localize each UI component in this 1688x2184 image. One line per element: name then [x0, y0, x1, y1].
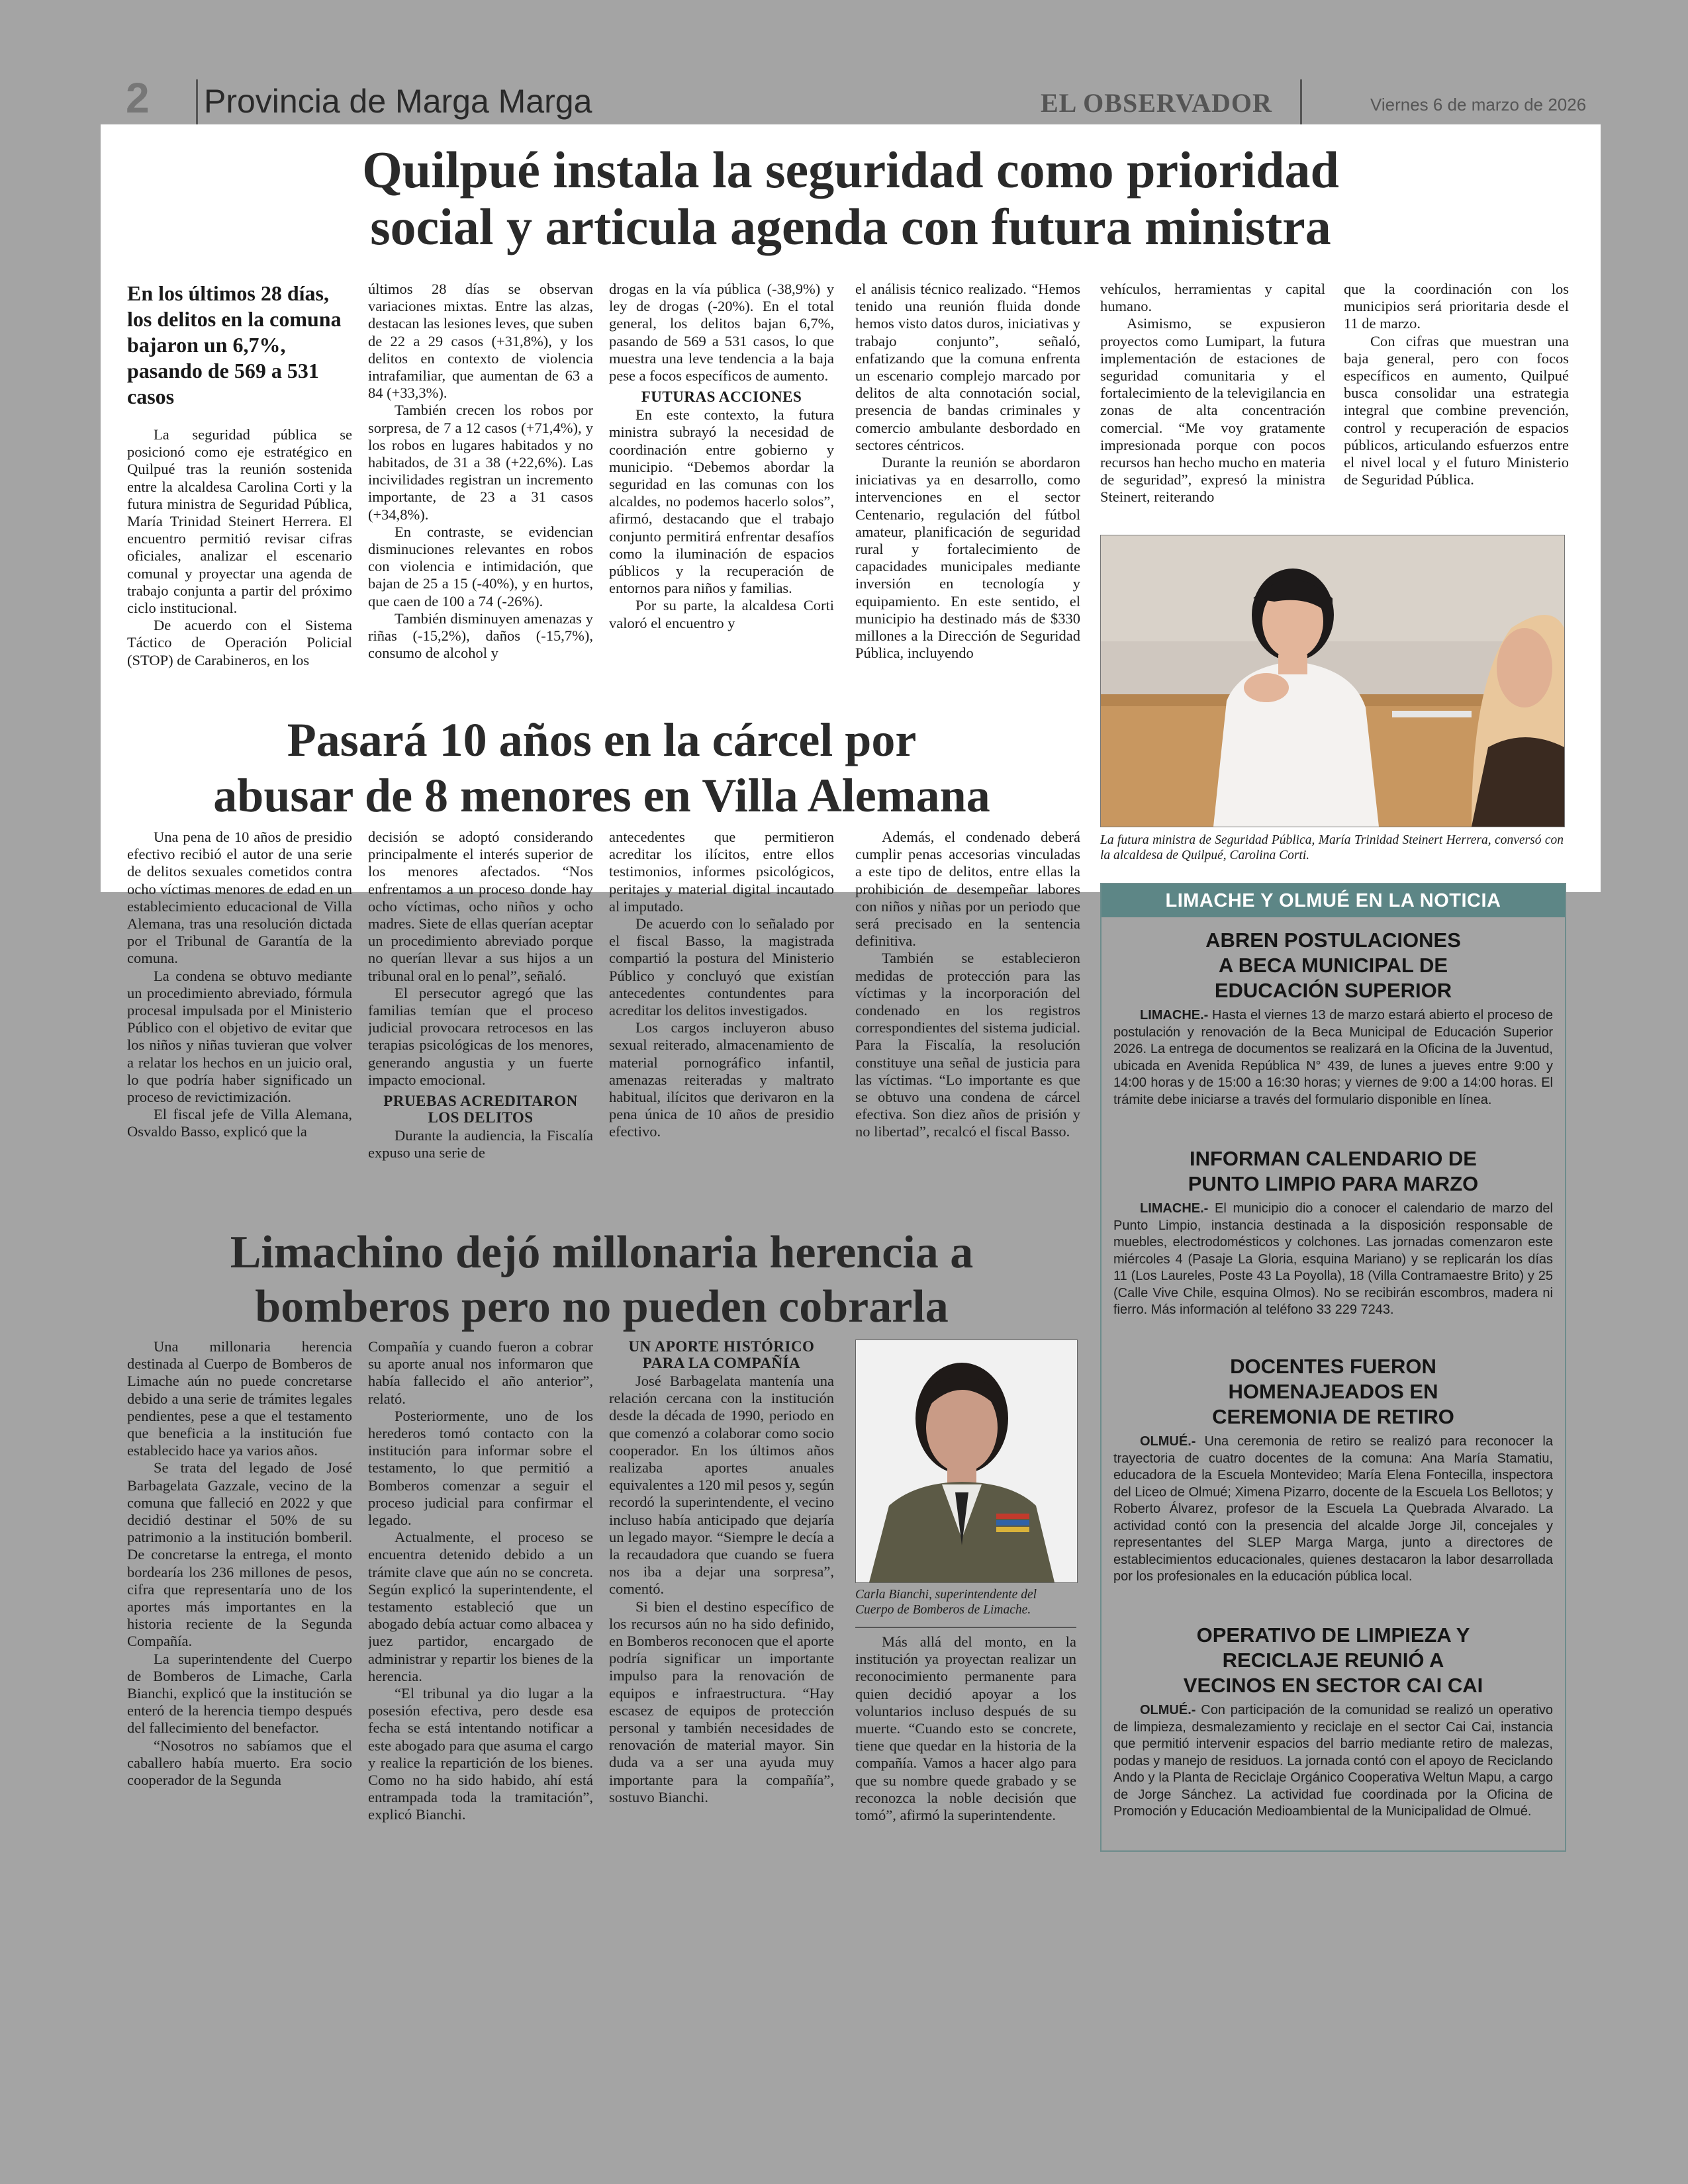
- sidebar-item: [1113, 1623, 1553, 1821]
- article3-paragraph: Compañía y cuando fueron a cobrar su aporte anual nos informaron que había fallecido el año anterior”, relató.: [368, 1338, 593, 1407]
- article1-column-3: [609, 281, 834, 704]
- article1-paragraph: En este contexto, la futura ministra subrayó la necesidad de coordinación entre gobierno y municipio. “Debemos abordar la seguridad en las comunas con los alcaldes, no podemos hacerlo solos”, afirmó, destacando que el trabajo conjunto permitirá enfrentar desafíos como la iluminación de espacios públicos y la recuperación de entornos para niños y familias.: [609, 406, 834, 597]
- article3-paragraph: Posteriormente, uno de los herederos tomó contacto con la institución para informar sobre el testamento, lo que permitió a Bomberos comenzar a seguir el proceso judicial para confirmar el legado.: [368, 1407, 593, 1529]
- sidebar-item-title-line2: A BECA MUNICIPAL DE: [1218, 954, 1448, 977]
- article2-column-1: [127, 829, 352, 1216]
- sidebar-item-title-line2: HOMENAJEADOS EN: [1228, 1380, 1438, 1403]
- article3-subhead: [609, 1338, 834, 1371]
- article1-paragraph: En contraste, se evidencian disminuciones relevantes en robos con violencia e intimidación, que bajan de 25 a 15 (-40%), y en hurtos, que caen de 100 a 74 (-26%).: [368, 523, 593, 610]
- article1-paragraph: También disminuyen amenazas y riñas (-15,2%), daños (-15,7%), consumo de alcohol y: [368, 610, 593, 662]
- article1-column-2: [368, 281, 593, 704]
- article1-paragraph: La seguridad pública se posicionó como eje estratégico en Quilpué tras la reunión sostenida entre la alcaldesa Carolina Corti y la futura ministra de Seguridad Pública, María Trinidad Steinert Herrera. El encuentro permitió revisar cifras oficiales, analizar el escenario comunal y proyectar una agenda de trabajo conjunta a partir del próximo ciclo institucional.: [127, 426, 352, 617]
- article2-paragraph: El fiscal jefe de Villa Alemana, Osvaldo Basso, explicó que la: [127, 1106, 352, 1140]
- article1-column-6: [1344, 281, 1569, 525]
- article3-headline: [122, 1226, 1082, 1334]
- article3-paragraph: Una millonaria herencia destinada al Cuerpo de Bomberos de Limache aún no puede concretarse debido a una serie de trámites legales pendientes, pese a que el testamento que beneficia a la institución fue establecido hace ya varios años.: [127, 1338, 352, 1459]
- article3-column-4: [855, 1633, 1076, 1852]
- article3-headline-line1: Limachino dejó millonaria herencia a: [230, 1227, 974, 1278]
- sidebar-banner: LIMACHE Y OLMUÉ EN LA NOTICIA: [1102, 884, 1565, 917]
- article2-paragraph: El persecutor agregó que las familias temían que el proceso judicial provocara retrocesos en las terapias psicológicas de los menores, generando angustia y un fuerte impacto emocional.: [368, 984, 593, 1088]
- article3-paragraph: Más allá del monto, en la institución ya proyectan realizar un reconocimiento permanente para quien decidió apoyar a los voluntarios incluso después de su muerte. “Cuando esto se concrete, tiene que quedar en la historia de la compañía. Vamos a hacer algo para que su nombre quede grabado y se reconozca la noble decisión que tomó”, afirmó la superintendente.: [855, 1633, 1076, 1824]
- sidebar-item-title-line1: INFORMAN CALENDARIO DE: [1190, 1147, 1477, 1170]
- article1-paragraph: que la coordinación con los municipios será prioritaria desde el 11 de marzo.: [1344, 281, 1569, 332]
- bianchi-portrait-photo: [855, 1340, 1078, 1583]
- article1-paragraph: vehículos, herramientas y capital humano.: [1100, 281, 1325, 315]
- masthead: EL OBSERVADOR: [1041, 88, 1272, 118]
- article2-headline: [122, 712, 1082, 823]
- article1-paragraph: el análisis técnico realizado. “Hemos tenido una reunión fluida donde hemos visto datos duros, iniciativas y trabajo conjunto”, señaló, enfatizando que la comuna enfrenta un escenario complejo marcado por delitos de alta connotación social, presencia de bandas criminales y comercio ambulante desbordado en sectores céntricos.: [855, 281, 1080, 453]
- article3-column-1: [127, 1338, 352, 1854]
- sidebar-item-title-line2: RECICLAJE REUNIÓ A: [1222, 1649, 1444, 1672]
- sidebar-item-title-line3: VECINOS EN SECTOR CAI CAI: [1183, 1674, 1483, 1697]
- article3-paragraph: José Barbagelata mantenía una relación cercana con la institución desde la década de 1990, periodo en que comenzó a colaborar como socio cooperador. En los últimos años realizaba aportes anuales equivalentes a 120 mil pesos y, según recordó la superintendente, el vecino incluso había anticipado que dejaría un legado mayor. “Siempre le decía a la recaudadora que cuando se fuera nos iba a dejar una sorpresa”, comentó.: [609, 1373, 834, 1598]
- sidebar-item: [1113, 928, 1553, 1109]
- article1-headline-line1: Quilpué instala la seguridad como prioridad: [362, 141, 1339, 199]
- article3-paragraph: “El tribunal ya dio lugar a la posesión efectiva, pero desde esa fecha se está intentando notificar a este abogado para que asuma el cargo y realice la repartición de los bienes. Como no ha sido habido, ahí está entrampada toda la tramitación”, explicó Bianchi.: [368, 1685, 593, 1823]
- article2-paragraph: Además, el condenado deberá cumplir penas accesorias vinculadas a este tipo de delitos, entre ellas la prohibición de desempeñar labores con niños y niñas por un periodo que será precisado en la sentencia definitiva.: [855, 829, 1080, 950]
- sidebar-item-title: [1113, 1623, 1553, 1698]
- article1-paragraph: También crecen los robos por sorpresa, de 7 a 12 casos (+71,4%), y los robos en lugares habitados y no habitados, de 31 a 38 (+22,6%). Las incivilidades registran un incremento importante, de 23 a 31 casos (+34,8%).: [368, 402, 593, 523]
- article2-headline-line1: Pasará 10 años en la cárcel por: [287, 713, 917, 766]
- sidebar-item-place: LIMACHE.-: [1140, 1008, 1209, 1023]
- sidebar-item-text: Con participación de la comunidad se realizó un operativo de limpieza, desmalezamiento y reciclaje en el sector Cai Cai, instancia que permitió intervenir espacios del barrio mediante retiro de malezas, podas y manejo de residuos. La jornada contó con el apoyo de Reciclando Ando y la Planta de Reciclaje Orgánico Cooperativa Weltun Mapu, a cargo de Jorge Sánchez. La actividad fue coordinada por la Oficina de Promoción y Educación Medioambiental de la Municipalidad de Olmué.: [1113, 1703, 1553, 1819]
- article3-paragraph: “Nosotros no sabíamos que el caballero había muerto. Era socio cooperador de la Segunda: [127, 1737, 352, 1789]
- article3-paragraph: La superintendente del Cuerpo de Bomberos de Limache, Carla Bianchi, explicó que la institución se enteró de la herencia tiempo después del fallecimiento del benefactor.: [127, 1650, 352, 1737]
- article1-paragraph: Con cifras que muestran una baja general, pero con focos específicos en aumento, Quilpué busca consolidar una estrategia integral que combine prevención, control y recuperación de espacios públicos, articulando esfuerzos entre el nivel local y el futuro Ministerio de Seguridad Pública.: [1344, 332, 1569, 488]
- section-title: Provincia de Marga Marga: [204, 83, 592, 120]
- header-divider-right: [1300, 79, 1302, 124]
- article1-column-5: [1100, 281, 1325, 525]
- article2-paragraph: De acuerdo con lo señalado por el fiscal Basso, la magistrada compartió la postura del Ministerio Público y concluyó que existían antecedentes contundentes para acreditar los delitos investigados.: [609, 915, 834, 1019]
- article3-paragraph: Se trata del legado de José Barbagelata Gazzale, vecino de la comuna que falleció en 2022 y que decidió destinar el 50% de su patrimonio a la institución bomberil. De concretarse la entrega, el monto bordearía los 236 millones de pesos, cifra que representaría uno de los aportes más importantes en la historia reciente de la Segunda Compañía.: [127, 1459, 352, 1650]
- article2-paragraph: La condena se obtuvo mediante un procedimiento abreviado, fórmula procesal impulsada por el Ministerio Público con el objetivo de evitar que los niños y niñas tuvieran que volver a relatar los hechos en un juicio oral, lo que podría haber significado un proceso de revictimización.: [127, 967, 352, 1106]
- sidebar-item-title-line2: PUNTO LIMPIO PARA MARZO: [1188, 1172, 1479, 1195]
- sidebar-item-text: El municipio dio a conocer el calendario de marzo del Punto Limpio, instancia destinada a la disposición responsable de muebles, electrodomésticos y colchones. Las jornadas comenzaron este miércoles 4 (Pasaje La Gloria, esquina Mariano) y se replicarán los días 11 (Los Laureles, Poste 43 La Poyolla), 18 (Villa Contramaestre Brito) y 25 (Calle Vive Chile, esquina Olmos). No se recibirán escombros, madera ni fierro. Más información al teléfono 33 229 7243.: [1113, 1201, 1553, 1317]
- article3-subhead-line1: UN APORTE HISTÓRICO: [628, 1338, 815, 1355]
- sidebar-item-title-line1: DOCENTES FUERON: [1230, 1355, 1436, 1378]
- article3-paragraph: Si bien el destino específico de los recursos aún no ha sido definido, en Bomberos reconocen que el aporte podría significar un importante impulso para la renovación de equipos e infraestructura. “Hay escasez de equipos de protección personal y también necesidades de renovación de material mayor. Sin duda va a ser una ayuda muy importante para la compañía”, sostuvo Bianchi.: [609, 1598, 834, 1805]
- article1-headline: [199, 142, 1503, 255]
- sidebar-item-title: [1113, 1146, 1553, 1197]
- meeting-photo-caption: La futura ministra de Seguridad Pública, María Trinidad Steinert Herrera, conversó con la alcaldesa de Quilpué, Carolina Corti.: [1100, 833, 1564, 862]
- article1-lead: En los últimos 28 días, los delitos en la comuna bajaron un 6,7%, pasando de 569 a 531 casos: [127, 281, 342, 408]
- article3-paragraph: Actualmente, el proceso se encuentra detenido debido a un trámite clave que aún no se concreta. Según explicó la superintendente, el testamento estableció que un abogado debía actuar como albacea y juez partidor, encargado de administrar y repartir los bienes de la herencia.: [368, 1529, 593, 1684]
- article2-column-3: [609, 829, 834, 1216]
- meeting-photo: [1100, 535, 1565, 827]
- article2-column-2: [368, 829, 593, 1216]
- article1-column-1: [127, 426, 352, 704]
- sidebar-item: [1113, 1354, 1553, 1586]
- article1-paragraph: drogas en la vía pública (-38,9%) y ley de drogas (-20%). En el total general, los delitos bajan 6,7%, pasando de 569 a 531 casos, lo que muestra una leve tendencia a la baja pese a focos específicos de aumento.: [609, 281, 834, 385]
- article1-paragraph: Durante la reunión se abordaron iniciativas ya en desarrollo, como intervenciones en el sector Centenario, regulación del fútbol amateur, planificación de seguridad rural y fortalecimiento de capacidades municipales mediante inversión en tecnología y equipamiento. En este sentido, el municipio ha destinado más de $330 millones a la Dirección de Seguridad Pública, incluyendo: [855, 454, 1080, 662]
- sidebar-item: [1113, 1146, 1553, 1319]
- article1-paragraph: Asimismo, se expusieron proyectos como Lumipart, la futura implementación de estaciones de seguridad comunitaria y el fortalecimiento de la televigilancia en zonas de alta concentración comercial. “Me voy gratamente impresionada porque con pocos recursos han hecho mucho en materia de seguridad”, expresó la ministra Steinert, reiterando: [1100, 315, 1325, 506]
- caption-divider: [855, 1627, 1076, 1628]
- article1-column-4: [855, 281, 1080, 704]
- article1-subhead: FUTURAS ACCIONES: [641, 388, 802, 406]
- sidebar-item-text: Una ceremonia de retiro se realizó para reconocer la trayectoria de cuatro docentes de la comuna: Ana María Stamatiu, educadora de la Escuela Montevideo; María Elena Fontecilla, inspectora del Liceo de Olmué; Ximena Pizarro, docente de la Escuela Los Bellotos; y Roberto Álvarez, profesor de la Escuela La Quebrada Alvarado. La actividad contó con la presencia del alcalde Jorge Jil, concejales y representantes del SLEP Marga Marga, junto a directores de establecimientos educacionales, quienes destacaron la labor desarrollada por los profesionales en la educación pública local.: [1113, 1434, 1553, 1584]
- article2-paragraph: decisión se adoptó considerando principalmente el interés superior de los menores afectados. “Nos enfrentamos a un proceso donde hay ocho víctimas, ocho niños y ocho madres. Siete de ellas querían aceptar un procedimiento abreviado porque no querían llevar a sus hijos a un tribunal oral en lo penal”, señaló.: [368, 829, 593, 984]
- header-divider: [196, 79, 198, 124]
- sidebar-item-text: Hasta el viernes 13 de marzo estará abierto el proceso de postulación y renovación de la Beca Municipal de Educación Superior 2026. La entrega de documentos se realizará en la Oficina de la Juventud, ubicada en Avenida República N° 439, de lunes a jueves entre 9:00 y 14:00 horas y de 15:00 a 16:30 horas; y viernes de 9:00 a 14:00 horas. El trámite debe iniciarse a través del formulario disponible en línea.: [1113, 1008, 1553, 1107]
- sidebar-item-body: [1113, 1702, 1553, 1821]
- sidebar-item-place: LIMACHE.-: [1140, 1201, 1209, 1216]
- sidebar-item-body: [1113, 1433, 1553, 1586]
- article2-paragraph: También se establecieron medidas de protección para las víctimas y la incorporación del condenado en los registros correspondientes del sistema judicial. Para la Fiscalía, la resolución constituye una señal de justicia para las víctimas. “Lo importante es que se obtuvo una condena de cárcel efectiva. Son diez años de prisión y no libertad”, recalcó el fiscal Basso.: [855, 950, 1080, 1140]
- article3-subhead-line2: PARA LA COMPAÑÍA: [642, 1355, 801, 1371]
- bianchi-photo-caption: Carla Bianchi, superintendente del Cuerpo de Bomberos de Limache.: [855, 1588, 1037, 1617]
- sidebar-item-title-line3: CEREMONIA DE RETIRO: [1212, 1405, 1454, 1428]
- article2-paragraph: antecedentes que permitieron acreditar los ilícitos, entre ellos testimonios, informes psicológicos, peritajes y material digital incautado al imputado.: [609, 829, 834, 915]
- article2-paragraph: Una pena de 10 años de presidio efectivo recibió el autor de una serie de delitos sexuales cometidos contra ocho víctimas menores de edad en un establecimiento educacional de Villa Alemana, tras una resolución dictada por el Tribunal de Garantía de la comuna.: [127, 829, 352, 967]
- article1-paragraph: últimos 28 días se observan variaciones mixtas. Entre las alzas, destacan las lesiones leves, que suben de 22 a 29 casos (+31,8%), y los delitos en contexto de violencia intrafamiliar, que aumentan de 63 a 84 (+33,3%).: [368, 281, 593, 402]
- article2-paragraph: Los cargos incluyeron abuso sexual reiterado, almacenamiento de material pornográfico infantil, amenazas reiteradas y maltrato habitual, ilícitos que derivaron en la pena única de 10 años de presidio efectivo.: [609, 1019, 834, 1140]
- article1-headline-line2: social y articula agenda con futura ministra: [370, 198, 1331, 255]
- sidebar-item-title: [1113, 928, 1553, 1003]
- article2-subhead-line1: PRUEBAS ACREDITARON: [383, 1093, 578, 1110]
- bianchi-portrait-image: [856, 1340, 1077, 1582]
- article3-headline-line2: bomberos pero no pueden cobrarla: [255, 1281, 949, 1332]
- meeting-photo-image: [1101, 535, 1564, 827]
- issue-date: Viernes 6 de marzo de 2026: [1370, 95, 1587, 114]
- article2-subhead-line2: LOS DELITOS: [428, 1109, 534, 1126]
- sidebar-item-title: [1113, 1354, 1553, 1430]
- article2-headline-line2: abusar de 8 menores en Villa Alemana: [213, 769, 990, 822]
- sidebar-item-place: OLMUÉ.-: [1140, 1703, 1196, 1717]
- sidebar-item-title-line1: OPERATIVO DE LIMPIEZA Y: [1196, 1623, 1470, 1647]
- article1-paragraph: Por su parte, la alcaldesa Corti valoró el encuentro y: [609, 597, 834, 631]
- sidebar-item-body: [1113, 1007, 1553, 1109]
- sidebar-item-body: [1113, 1201, 1553, 1319]
- sidebar-item-title-line3: EDUCACIÓN SUPERIOR: [1214, 979, 1452, 1002]
- article2-subhead: [368, 1093, 593, 1126]
- article1-paragraph: De acuerdo con el Sistema Táctico de Operación Policial (STOP) de Carabineros, en los: [127, 617, 352, 668]
- article2-column-4: [855, 829, 1080, 1216]
- article3-column-2: [368, 1338, 593, 1854]
- article3-column-3: [609, 1338, 834, 1854]
- article2-paragraph: Durante la audiencia, la Fiscalía expuso una serie de: [368, 1127, 593, 1161]
- sidebar-item-place: OLMUÉ.-: [1140, 1434, 1196, 1449]
- sidebar-item-title-line1: ABREN POSTULACIONES: [1205, 929, 1461, 952]
- page-number: 2: [126, 74, 150, 122]
